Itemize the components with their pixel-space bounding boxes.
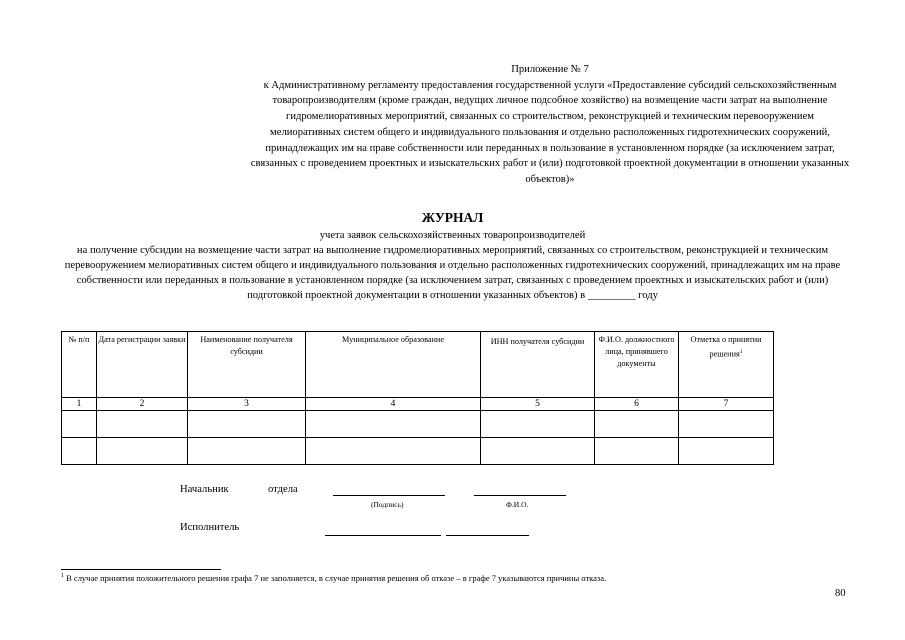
table-row-empty [62, 411, 774, 438]
journal-subtitle [50, 229, 855, 304]
executor-signature-line[interactable] [325, 535, 441, 536]
table-cell[interactable] [188, 438, 306, 465]
table-cell[interactable] [306, 438, 481, 465]
column-header-official: Ф.И.О. должностного лица, принявшего документы [595, 332, 679, 398]
journal-title: ЖУРНАЛ [421, 210, 484, 225]
table-cell[interactable] [481, 438, 595, 465]
table-cell[interactable] [62, 411, 97, 438]
column-number: 1 [62, 398, 97, 411]
column-header-footnote-mark: 1 [739, 349, 743, 355]
column-header-number: № п/п [62, 332, 97, 398]
table-cell[interactable] [679, 438, 774, 465]
signature-hint: (Подпись) [371, 500, 404, 509]
journal-table [61, 331, 774, 465]
column-header-decision-text: Отметка о принятии решения [690, 335, 762, 359]
appendix-header [250, 62, 850, 188]
column-number: 4 [306, 398, 481, 411]
chief-name-line[interactable] [474, 495, 566, 496]
journal-subtitle-line1: учета заявок сельскохозяйственных товаропроизводителей [319, 230, 586, 241]
column-header-decision [679, 332, 774, 398]
column-number: 7 [679, 398, 774, 411]
column-header-inn-text: ИНН получателя субсидии [490, 337, 585, 346]
department-label: отдела [268, 484, 298, 495]
column-header-date: Дата регистрации заявки [97, 332, 188, 398]
table-cell[interactable] [306, 411, 481, 438]
executor-name-line[interactable] [446, 535, 529, 536]
column-header-municipality: Муниципальное образование [306, 332, 481, 398]
column-number: 5 [481, 398, 595, 411]
executor-label: Исполнитель [180, 522, 240, 533]
chief-signature-line[interactable] [333, 495, 445, 496]
table-cell[interactable] [481, 411, 595, 438]
footnote [61, 573, 606, 583]
name-hint: Ф.И.О. [506, 500, 529, 509]
table-cell[interactable] [97, 438, 188, 465]
table-cell[interactable] [188, 411, 306, 438]
footnote-text: В случае принятия положительного решения графа 7 не заполняется, в случае принятия решения об отказе – в графе 7 указываются причины отказа. [66, 573, 607, 583]
table-cell[interactable] [679, 411, 774, 438]
column-header-recipient: Наименование получателя субсидии [188, 332, 306, 398]
appendix-text: к Административному регламенту предоставления государственной услуги «Предоставление субсидий сельскохозяйственным товаропроизводителям (кроме граждан, ведущих личное подсобное хозяйство) на возмещение части затрат на выполнение гидромелиоративных мероприятий, связанных со строительством, реконструкцией и техническим перевооружением мелиоративных систем общего и индивидуального пользования и отдельно расположенных гидротехнических сооружений, принадлежащих им на праве собственности или переданных в пользование в установленном порядке (за исключением затрат, связанных с проведением проектных и изыскательских работ и (или) подготовкой проектной документации в отношении указанных объектов)» [250, 79, 850, 185]
table-cell[interactable] [595, 411, 679, 438]
appendix-number: Приложение № 7 [511, 64, 589, 75]
column-number: 6 [595, 398, 679, 411]
column-header-inn [481, 332, 595, 398]
footnote-divider [61, 569, 221, 570]
table-row-empty [62, 438, 774, 465]
table-cell[interactable] [62, 438, 97, 465]
table-row-numbers [62, 398, 774, 411]
column-number: 3 [188, 398, 306, 411]
table-cell[interactable] [595, 438, 679, 465]
column-number: 2 [97, 398, 188, 411]
journal-subtitle-line2: на получение субсидии на возмещение части затрат на выполнение гидромелиоративных мероприятий, связанных со строительством, реконструкцией и техническим перевооружением мелиоративных систем общего и индивидуального пользования и отдельно расположенных гидротехнических сооружений, принадлежащих им на праве собственности или переданных в пользование в установленном порядке (за исключением затрат, связанных с проведением проектных и изыскательских работ и (или) подготовкой проектной документации в отношении указанных объектов) в _________ году [64, 244, 841, 301]
page-number: 80 [835, 588, 846, 599]
table-cell[interactable] [97, 411, 188, 438]
chief-label: Начальник [180, 484, 229, 495]
footnote-mark: 1 [61, 573, 64, 580]
